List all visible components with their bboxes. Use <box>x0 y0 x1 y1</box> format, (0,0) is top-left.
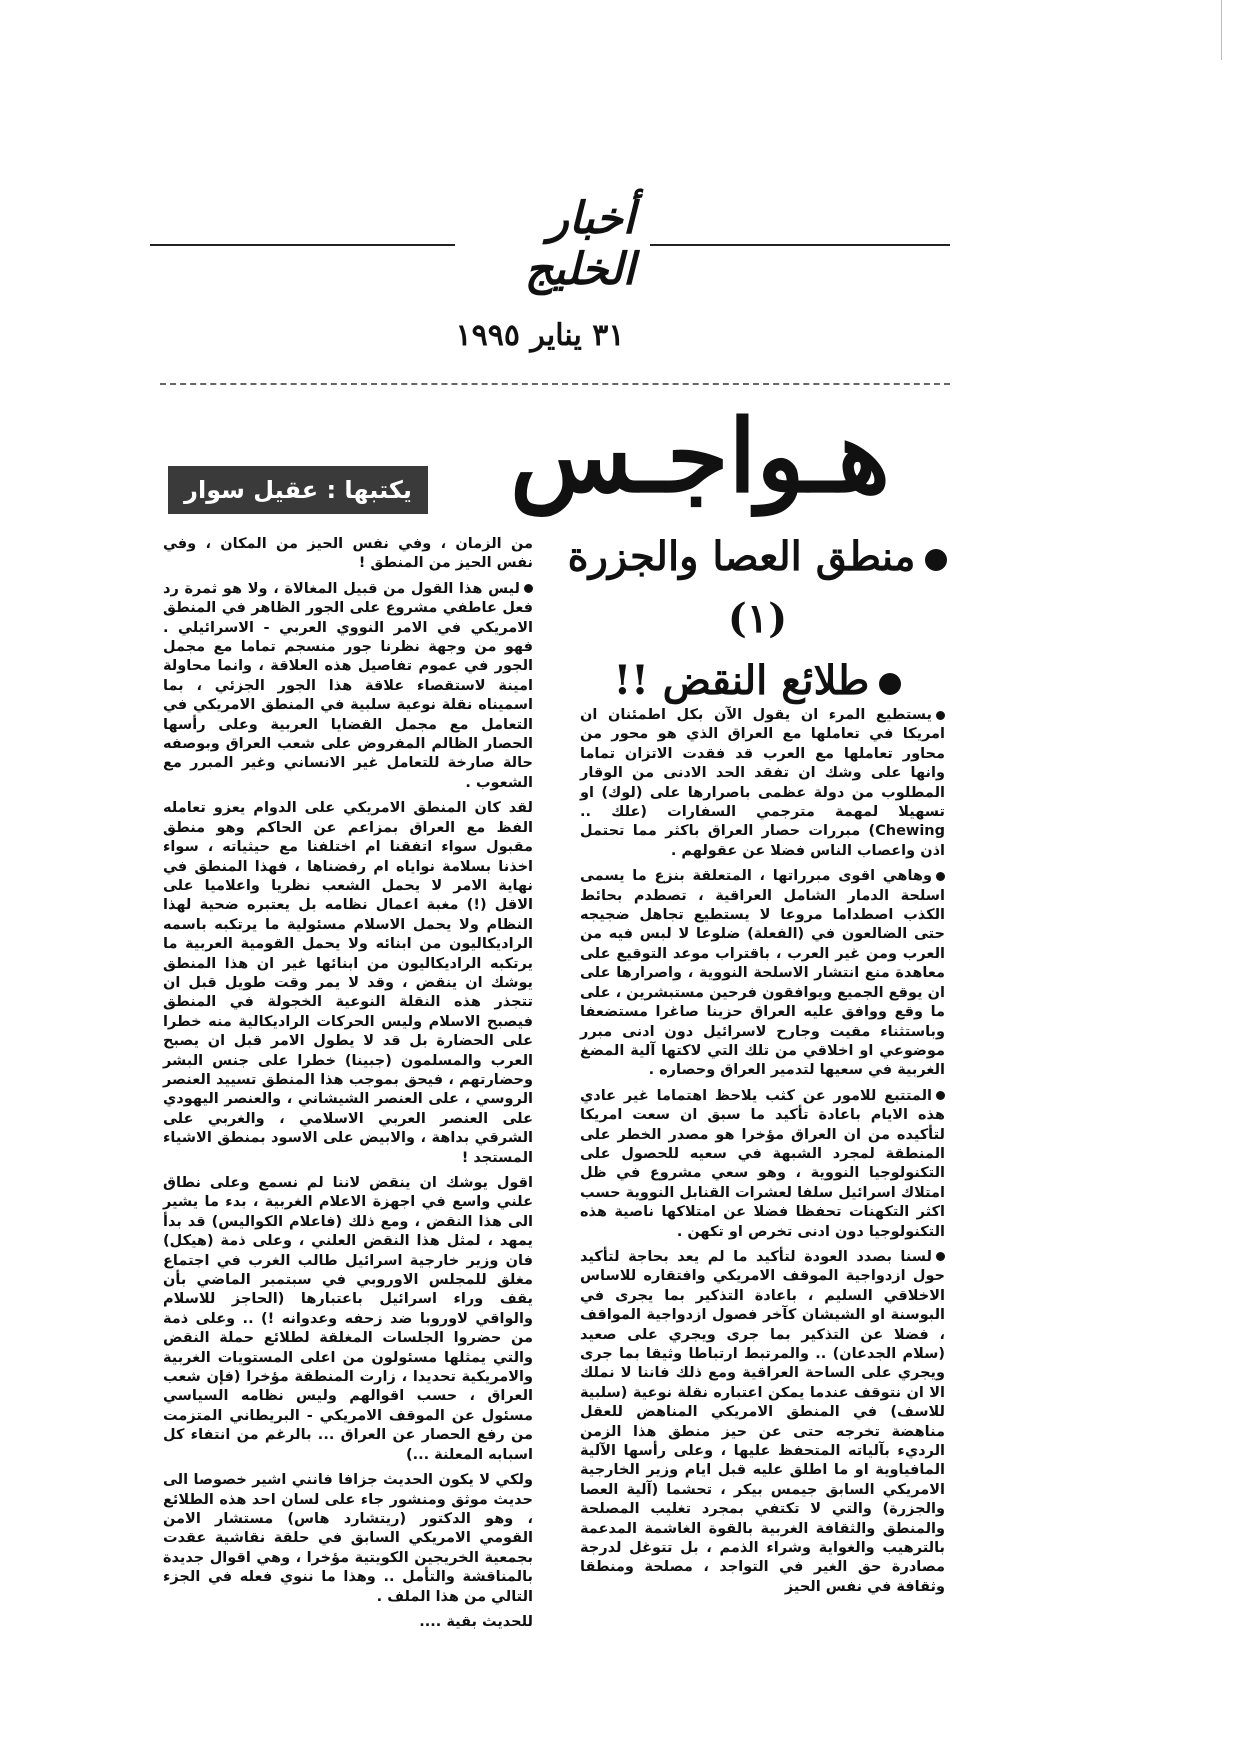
bullet-icon <box>524 584 533 593</box>
bullet-icon <box>936 1091 945 1100</box>
newspaper-masthead <box>150 193 950 295</box>
bullet-icon <box>925 549 947 571</box>
bullet-icon <box>936 711 945 720</box>
author-byline: يكتبها : عقيل سوار <box>168 466 428 514</box>
bullet-icon <box>936 1252 945 1261</box>
paragraph: ليس هذا القول من قبيل المغالاة ، ولا هو ثمرة رد فعل عاطفي مشروع على الجور الظاهر في المنطق الامريكي في الامر النووي العربي - الاسرائيلي . فهو من وجهة نظرنا جور منسجم تماما مع مجمل الجور في عموم تفاصيل هذه العلاقة ، وانما محاولة امينة لاستقصاء علاقة هذا الجور الجزئي ، بما اسميناه نقلة نوعية سلبية في المنطق الامريكي في التعامل مع مجمل القضايا العربية وعلى رأسها الحصار الظالم المفروض على شعب العراق وبوصفه حالة صارخة للتعامل غير الانساني وغير المبرر مع الشعوب . <box>163 580 533 791</box>
masthead-rule-right <box>650 244 950 246</box>
article-column-left <box>163 535 533 1638</box>
paragraph: يستطيع المرء ان يقول الآن بكل اطمئنان ان امريكا في تعاملها مع العراق الذي هو محور من محاور تعاملها مع العرب قد فقدت الاتزان تماما وانها على وشك ان تفقد الحد الادنى من الوقار المطلوب من دولة عظمى باصرارها على (لوك) او تسهيلا لمهمة مترجمي السفارات (علك .. Chewing) مبررات حصار العراق باكثر مما تحتمل اذن واعصاب الناس فضلا عن عقولهم . <box>580 707 945 859</box>
paragraph: اقول يوشك ان ينقض لاننا لم نسمع وعلى نطاق علني واسع في اجهزة الاعلام الغربية ، بدء ما يشير الى هذا النقض ، ومع ذلك (فاعلام الكواليس) قد بدأ يمهد ، لمثل هذا النقض العلني ، وعلى ذمة (هيكل) فان وزير خارجية اسرائيل طالب الغرب في اجتماع مغلق للمجلس الاوروبي في سبتمبر الماضي بأن يقف وراء اسرائيل باعتبارها (الحاجز للاسلام والواقي لاوروبا ضد زحفه وعدوانه !) .. وعلى ذمة من حضروا الجلسات المغلقة لطلائع حملة النقض والتي يمثلها مسئولون من اعلى المستويات الغربية والامريكية تحديدا ، زارت المنطقة مؤخرا (فإن شعب العراق ، حسب اقوالهم وليس نظامه السياسي مسئول عن الموقف الامريكي - البريطاني المتزمت من رفع الحصار عن العراق ... بالرغم من انتفاء كل اسبابه المعلنة ...) <box>163 1175 533 1463</box>
paragraph: من الزمان ، وفي نفس الحيز من المكان ، وفي نفس الحيز من المنطق ! <box>163 536 533 572</box>
closing-note: للحديث بقية .... <box>419 1613 533 1630</box>
bullet-icon <box>936 872 945 881</box>
article-column-right <box>580 706 945 1603</box>
headline-part-number: (١) <box>727 595 788 642</box>
article-headlines <box>565 526 950 712</box>
headline-1: منطق العصا والجزرة <box>565 526 950 588</box>
dashed-divider <box>160 383 950 385</box>
page-edge <box>1221 0 1240 60</box>
bullet-icon <box>879 673 901 695</box>
masthead-rule-left <box>150 244 455 246</box>
column-title: هـواجـس <box>509 397 891 515</box>
newspaper-logo: أخبار الخليج <box>524 193 635 295</box>
paragraph: لقد كان المنطق الامريكي على الدوام يعزو تعامله الفظ مع العراق بمزاعم عن الحاكم وهو منطق مقبول سواء اتفقنا ام اختلفنا مع حيثياته ، سواء اخذنا بسلامة نواياه ام رفضناها ، فهذا المنطق في نهاية الامر لا يحمل الشعب نظريا واعلاميا على الاقل (!) مغبة اعمال نظامه بل يعتبره ضحية لهذا النظام ولا يحمل الاسلام مسئولية ما يرتكبه باسمه الراديكاليون من ابنائه ولا يحمل القومية العربية ما يرتكبه الراديكاليون من ابنائها غير ان هذا المنطق يوشك ان ينقض ، وقد لا يمر وقت طويل قبل ان تتجذر هذه النقلة النوعية الخجولة في المنطق فيصبح الاسلام وليس الحركات الراديكالية منه خطرا على الحضارة بل قد لا يطول الامر قبل ان يصبح العرب والمسلمون (جبينا) خطرا على جنس البشر وحضارتهم ، فيحق بموجب هذا المنطق تسييد العنصر الروسي ، على العنصر الشيشاني ، والعنصر اليهودي على العنصر العربي الاسلامي ، والغربي على الشرقي بداهة ، والابيض على الاسود بمنطق الاشياء المستجد ! <box>163 800 533 1166</box>
paragraph: المتتبع للامور عن كثب يلاحظ اهتماما غير عادي هذه الايام باعادة تأكيد ما سبق ان سعت امريكا لتأكيده من ان العراق مؤخرا هو مصدر الخطر على المنطقة لمجرد الشبهة في سعيه للحصول على التكنولوجيا النووية ، وهو سعي مشروع في ظل امتلاك اسرائيل سلفا لعشرات القنابل النووية حسب اكثر التكهنات تحفظا فضلا عن امتلاكها ناصية هذه التكنولوجيا دون ادنى تخرص او تكهن . <box>580 1087 945 1240</box>
paragraph: وهاهي اقوى مبرراتها ، المتعلقة بنزع ما يسمى اسلحة الدمار الشامل العراقية ، تصطدم بحائط الكذب اصطداما مروعا لا يستطيع تجاهل ضجيجه حتى الضالعون في (الفعلة) ضلوعا لا لبس فيه من العرب ومن غير العرب ، باقتراب موعد التوقيع على معاهدة منع انتشار الاسلحة النووية ، واصرارها على ان يوقع الجميع ويوافقون فرحين مستبشرين ، على ما وقع ووافق عليه العراق حزينا صاغرا مستضعفا وباستثناء مقيت وجارح لاسرائيل دون ادنى مبرر موضوعي او اخلاقي من تلك التي لاكتها آلية المضغ الغربية في سعيها لتدمير العراق وحصاره . <box>580 868 945 1079</box>
paragraph: ولكي لا يكون الحديث جزافا فانني اشير خصوصا الى حديث موثق ومنشور جاء على لسان احد هذه الطلائع ، وهو الدكتور (ريتشارد هاس) مستشار الامن القومي الامريكي السابق في حلقة نقاشية عقدت بجمعية الخريجين الكويتية مؤخرا ، وهي اقوال جديدة بالمناقشة والتأمل .. وهذا ما ننوي فعله في الجزء التالي من هذا الملف . <box>163 1472 533 1605</box>
publication-date: ٣١ يناير ١٩٩٥ <box>455 318 625 353</box>
headline-2: طلائع النقض !! <box>565 650 950 712</box>
paragraph: لسنا بصدد العودة لتأكيد ما لم يعد بحاجة لتأكيد حول ازدواجية الموقف الامريكي وافتقاره للاساس الاخلاقي السليم ، باعادة التذكير بما يجرى في البوسنة او الشيشان كآخر فصول ازدواجية المواقف ، فضلا عن التذكير بما جرى ويجري على صعيد (سلام الجدعان) .. والمرتبط ارتباطا وثيقا بما جرى ويجري على الساحة العراقية ومع ذلك فاننا لا نملك الا ان نتوقف عندما يمكن اعتباره نقلة نوعية (سلبية للاسف) في المنطق الامريكي المناهض للعقل مناهضة تخرجه حتى عن حيز منطق هذا الزمن الرديء بآلياته المتحفظ عليها ، وعلى رأسها الآلية المافياوية او ما اطلق عليه قبل ايام وزير الخارجية الامريكي السابق جيمس بيكر ، تحشما (آلية العصا والجزرة) والتي لا تكتفي بمجرد تغليب المصلحة والمنطق والثقافة الغربية بالقوة الغاشمة المدعمة بالترهيب والغواية وشراء الذمم ، بل تتوغل لدرجة مصادرة حق الغير في التواجد ، مصلحة ومنطقا وثقافة في نفس الحيز <box>580 1248 945 1595</box>
